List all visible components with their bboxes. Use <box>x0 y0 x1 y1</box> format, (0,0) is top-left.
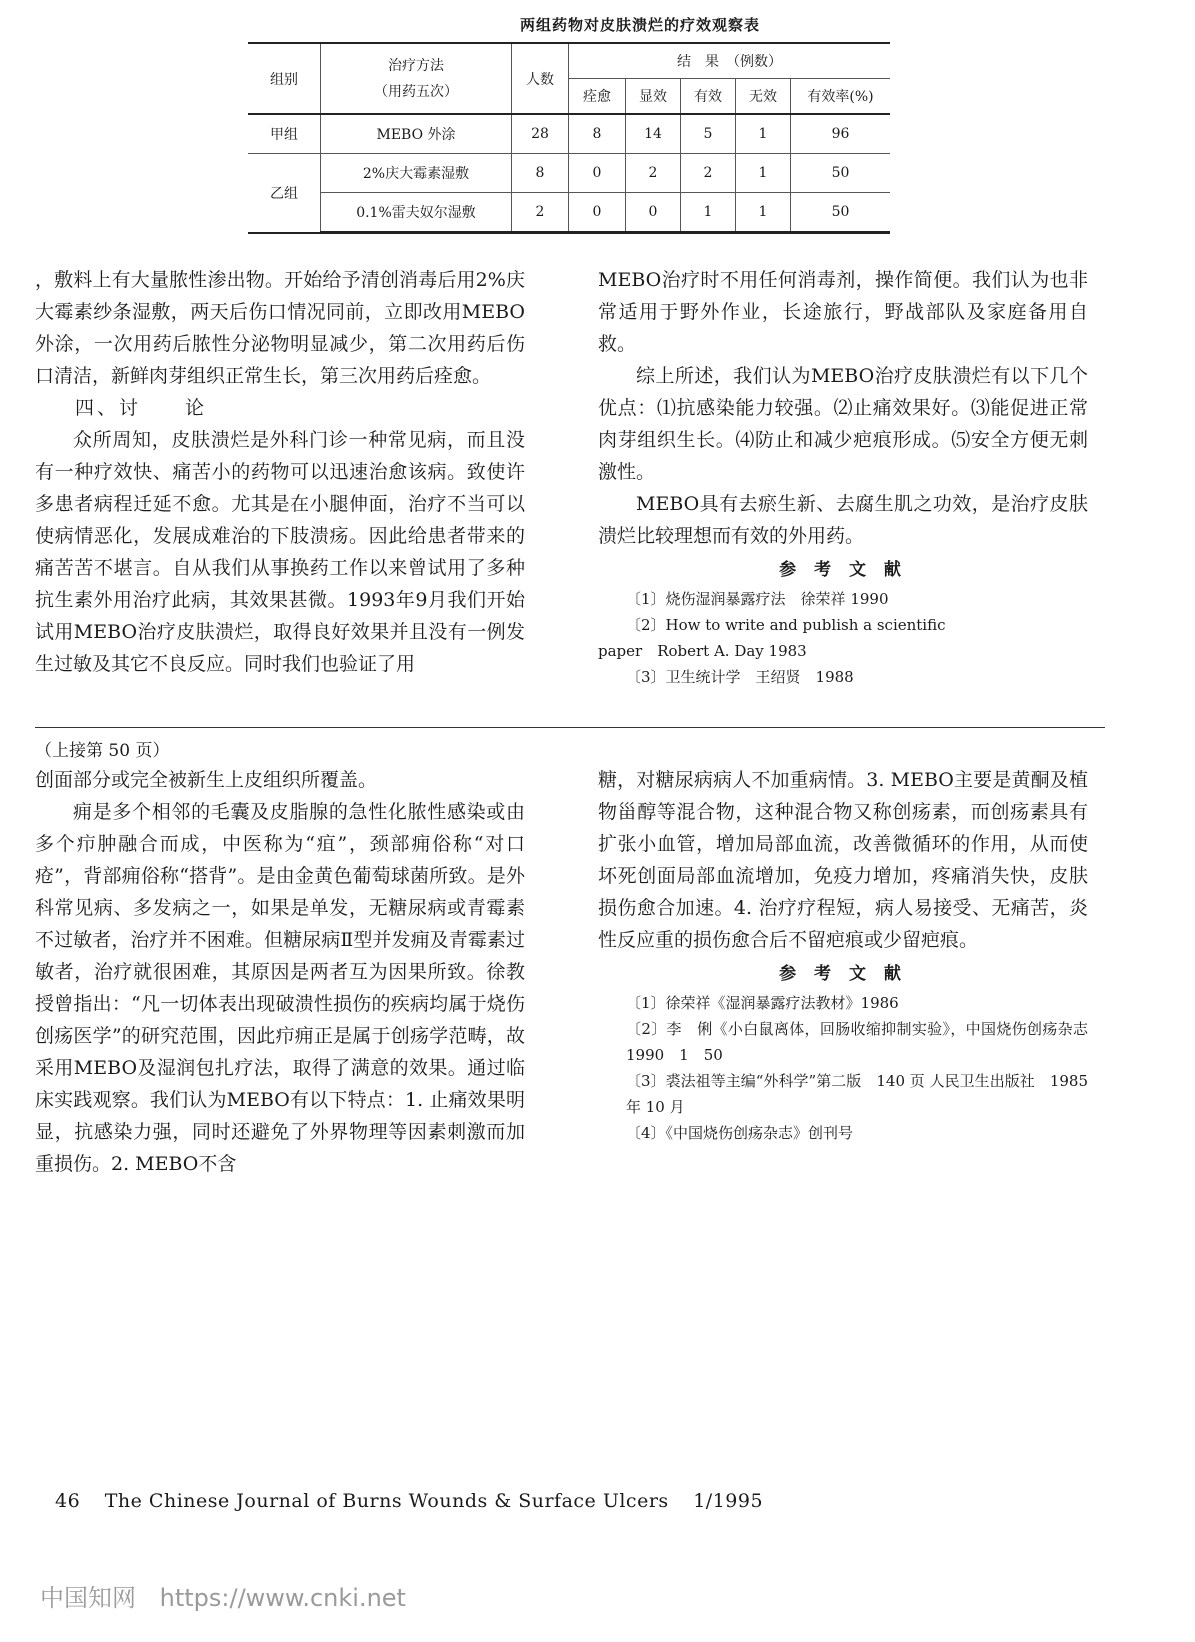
references-heading: 参 考 文 献 <box>779 964 907 984</box>
watermark-brand: 中国知网 <box>40 1584 136 1612</box>
cell-effective: 2 <box>681 154 736 193</box>
cell-count: 28 <box>512 114 569 154</box>
cell-method: MEBO 外涂 <box>321 114 512 154</box>
cell-ineffective: 1 <box>736 114 791 154</box>
table-row <box>248 154 890 193</box>
cell-cured: 0 <box>569 193 626 233</box>
reference-item: 〔3〕裘法祖等主编“外科学”第二版 140 页 人民卫生出版社 1985 年 10 月 <box>626 1072 1088 1116</box>
paragraph: 众所周知，皮肤溃烂是外科门诊一种常见病，而且没有一种疗效快、痛苦小的药物可以迅速治愈该病。致使许多患者病程迁延不愈。尤其是在小腿伸面，治疗不当可以使病情恶化，发展成难治的下肢溃疡。因此给患者带来的痛苦苦不堪言。自从我们从事换药工作以来曾试用了多种抗生素外用治疗此病，其效果甚微。1993年9月我们开始试用MEBO治疗皮肤溃烂，取得良好效果并且没有一例发生过敏及其它不良反应。同时我们也验证了用 <box>35 429 525 675</box>
cell-ineffective: 1 <box>736 154 791 193</box>
page-footer <box>55 1490 781 1512</box>
continued-note: （上接第 50 页） <box>35 741 170 761</box>
top-left-column <box>35 264 525 680</box>
section-divider <box>35 727 1105 728</box>
table-bottom-rule <box>248 232 890 234</box>
header-result: 结 果 （例数） <box>569 43 891 79</box>
header-count: 人数 <box>512 43 569 114</box>
cell-marked: 0 <box>626 193 681 233</box>
table-title: 两组药物对皮肤溃烂的疗效观察表 <box>519 16 760 34</box>
cell-effective: 5 <box>681 114 736 154</box>
references-list <box>598 586 1088 690</box>
paragraph: 痈是多个相邻的毛囊及皮脂腺的急性化脓性感染或由多个疖肿融合而成，中医称为“疽”，颈部痈俗称“对口疮”，背部痈俗称“搭背”。是由金黄色葡萄球菌所致。是外科常见病、多发病之一，如果是单发，无糖尿病或青霉素不过敏者，治疗并不困难。但糖尿病Ⅱ型并发痈及青霉素过敏者，治疗就很困难，其原因是两者互为因果所致。徐教授曾指出：“凡一切体表出现破溃性损伤的疾病均属于烧伤创疡医学”的研究范围，因此疖痈正是属于创疡学范畴，故采用MEBO及湿润包扎疗法，取得了满意的效果。通过临床实践观察。我们认为MEBO有以下特点：1. 止痛效果明显，抗感染力强，同时还避免了外界物理等因素刺激而加重损伤。2. MEBO不含 <box>35 801 525 1175</box>
cell-cured: 8 <box>569 114 626 154</box>
cell-rate: 96 <box>791 114 891 154</box>
page-number: 46 <box>55 1490 81 1512</box>
journal-name: The Chinese Journal of Burns Wounds & Surface Ulcers <box>104 1490 669 1512</box>
cell-method: 2%庆大霉素湿敷 <box>321 154 512 193</box>
references-list <box>598 990 1088 1146</box>
reference-item: 〔2〕How to write and publish a scientific <box>626 616 946 634</box>
header-rate: 有效率(%) <box>791 79 891 115</box>
cell-rate: 50 <box>791 154 891 193</box>
header-ineffective: 无效 <box>736 79 791 115</box>
paragraph: ，敷料上有大量脓性渗出物。开始给予清创消毒后用2%庆大霉素纱条湿敷，两天后伤口情况同前，立即改用MEBO外涂，一次用药后脓性分泌物明显减少，第二次用药后伤口清洁，新鲜肉芽组织正常生长，第三次用药后痊愈。 <box>35 269 525 387</box>
cell-ineffective: 1 <box>736 193 791 233</box>
efficacy-table <box>248 42 890 233</box>
header-group: 组别 <box>248 43 321 114</box>
cell-marked: 14 <box>626 114 681 154</box>
issue-number: 1/1995 <box>693 1490 764 1512</box>
paragraph: MEBO治疗时不用任何消毒剂，操作简便。我们认为也非常适用于野外作业，长途旅行，野战部队及家庭备用自救。 <box>598 269 1088 355</box>
header-marked: 显效 <box>626 79 681 115</box>
reference-item: 〔1〕烧伤湿润暴露疗法 徐荣祥 1990 <box>626 590 889 608</box>
table-row <box>248 114 890 154</box>
reference-item: paper Robert A. Day 1983 <box>598 642 807 660</box>
section-heading: 四、讨 论 <box>75 397 208 419</box>
bottom-left-column <box>35 764 525 1180</box>
header-effective: 有效 <box>681 79 736 115</box>
table-row <box>248 193 890 233</box>
cnki-watermark <box>40 1578 422 1613</box>
cell-count: 8 <box>512 154 569 193</box>
reference-item: 〔2〕李 俐《小白鼠离体，回肠收缩抑制实验》，中国烧伤创疡杂志 1990 1 50 <box>626 1020 1088 1064</box>
header-method-label: 治疗方法 <box>388 57 444 74</box>
header-cured: 痊愈 <box>569 79 626 115</box>
reference-item: 〔3〕卫生统计学 王绍贤 1988 <box>626 668 854 686</box>
header-method <box>321 43 512 114</box>
paragraph: 综上所述，我们认为MEBO治疗皮肤溃烂有以下几个优点：⑴抗感染能力较强。⑵止痛效果好。⑶能促进正常肉芽组织生长。⑷防止和减少疤痕形成。⑸安全方便无刺激性。 <box>598 365 1088 483</box>
reference-item: 〔1〕徐荣祥《湿润暴露疗法教材》1986 <box>626 994 899 1012</box>
top-right-column <box>598 264 1088 690</box>
cell-marked: 2 <box>626 154 681 193</box>
cell-count: 2 <box>512 193 569 233</box>
watermark-url: https://www.cnki.net <box>159 1584 406 1612</box>
cell-rate: 50 <box>791 193 891 233</box>
cell-effective: 1 <box>681 193 736 233</box>
references-heading: 参 考 文 献 <box>779 560 907 580</box>
header-method-sub: （用药五次） <box>374 83 458 100</box>
cell-group: 甲组 <box>270 127 298 143</box>
reference-item: 〔4〕《中国烧伤创疡杂志》创刊号 <box>626 1124 854 1142</box>
cell-cured: 0 <box>569 154 626 193</box>
paragraph: 创面部分或完全被新生上皮组织所覆盖。 <box>35 769 378 791</box>
cell-group: 乙组 <box>248 154 321 233</box>
bottom-right-column <box>598 764 1088 1146</box>
paragraph: MEBO具有去瘀生新、去腐生肌之功效，是治疗皮肤溃烂比较理想而有效的外用药。 <box>598 493 1088 547</box>
cell-method: 0.1%雷夫奴尔湿敷 <box>321 193 512 233</box>
paragraph: 糖，对糖尿病病人不加重病情。3. MEBO主要是黄酮及植物甾醇等混合物，这种混合物又称创疡素，而创疡素具有扩张小血管，增加局部血流，改善微循环的作用，从而使坏死创面局部血流增加，免疫力增加，疼痛消失快，皮肤损伤愈合加速。4. 治疗疗程短，病人易接受、无痛苦，炎性反应重的损伤愈合后不留疤痕或少留疤痕。 <box>598 769 1088 951</box>
